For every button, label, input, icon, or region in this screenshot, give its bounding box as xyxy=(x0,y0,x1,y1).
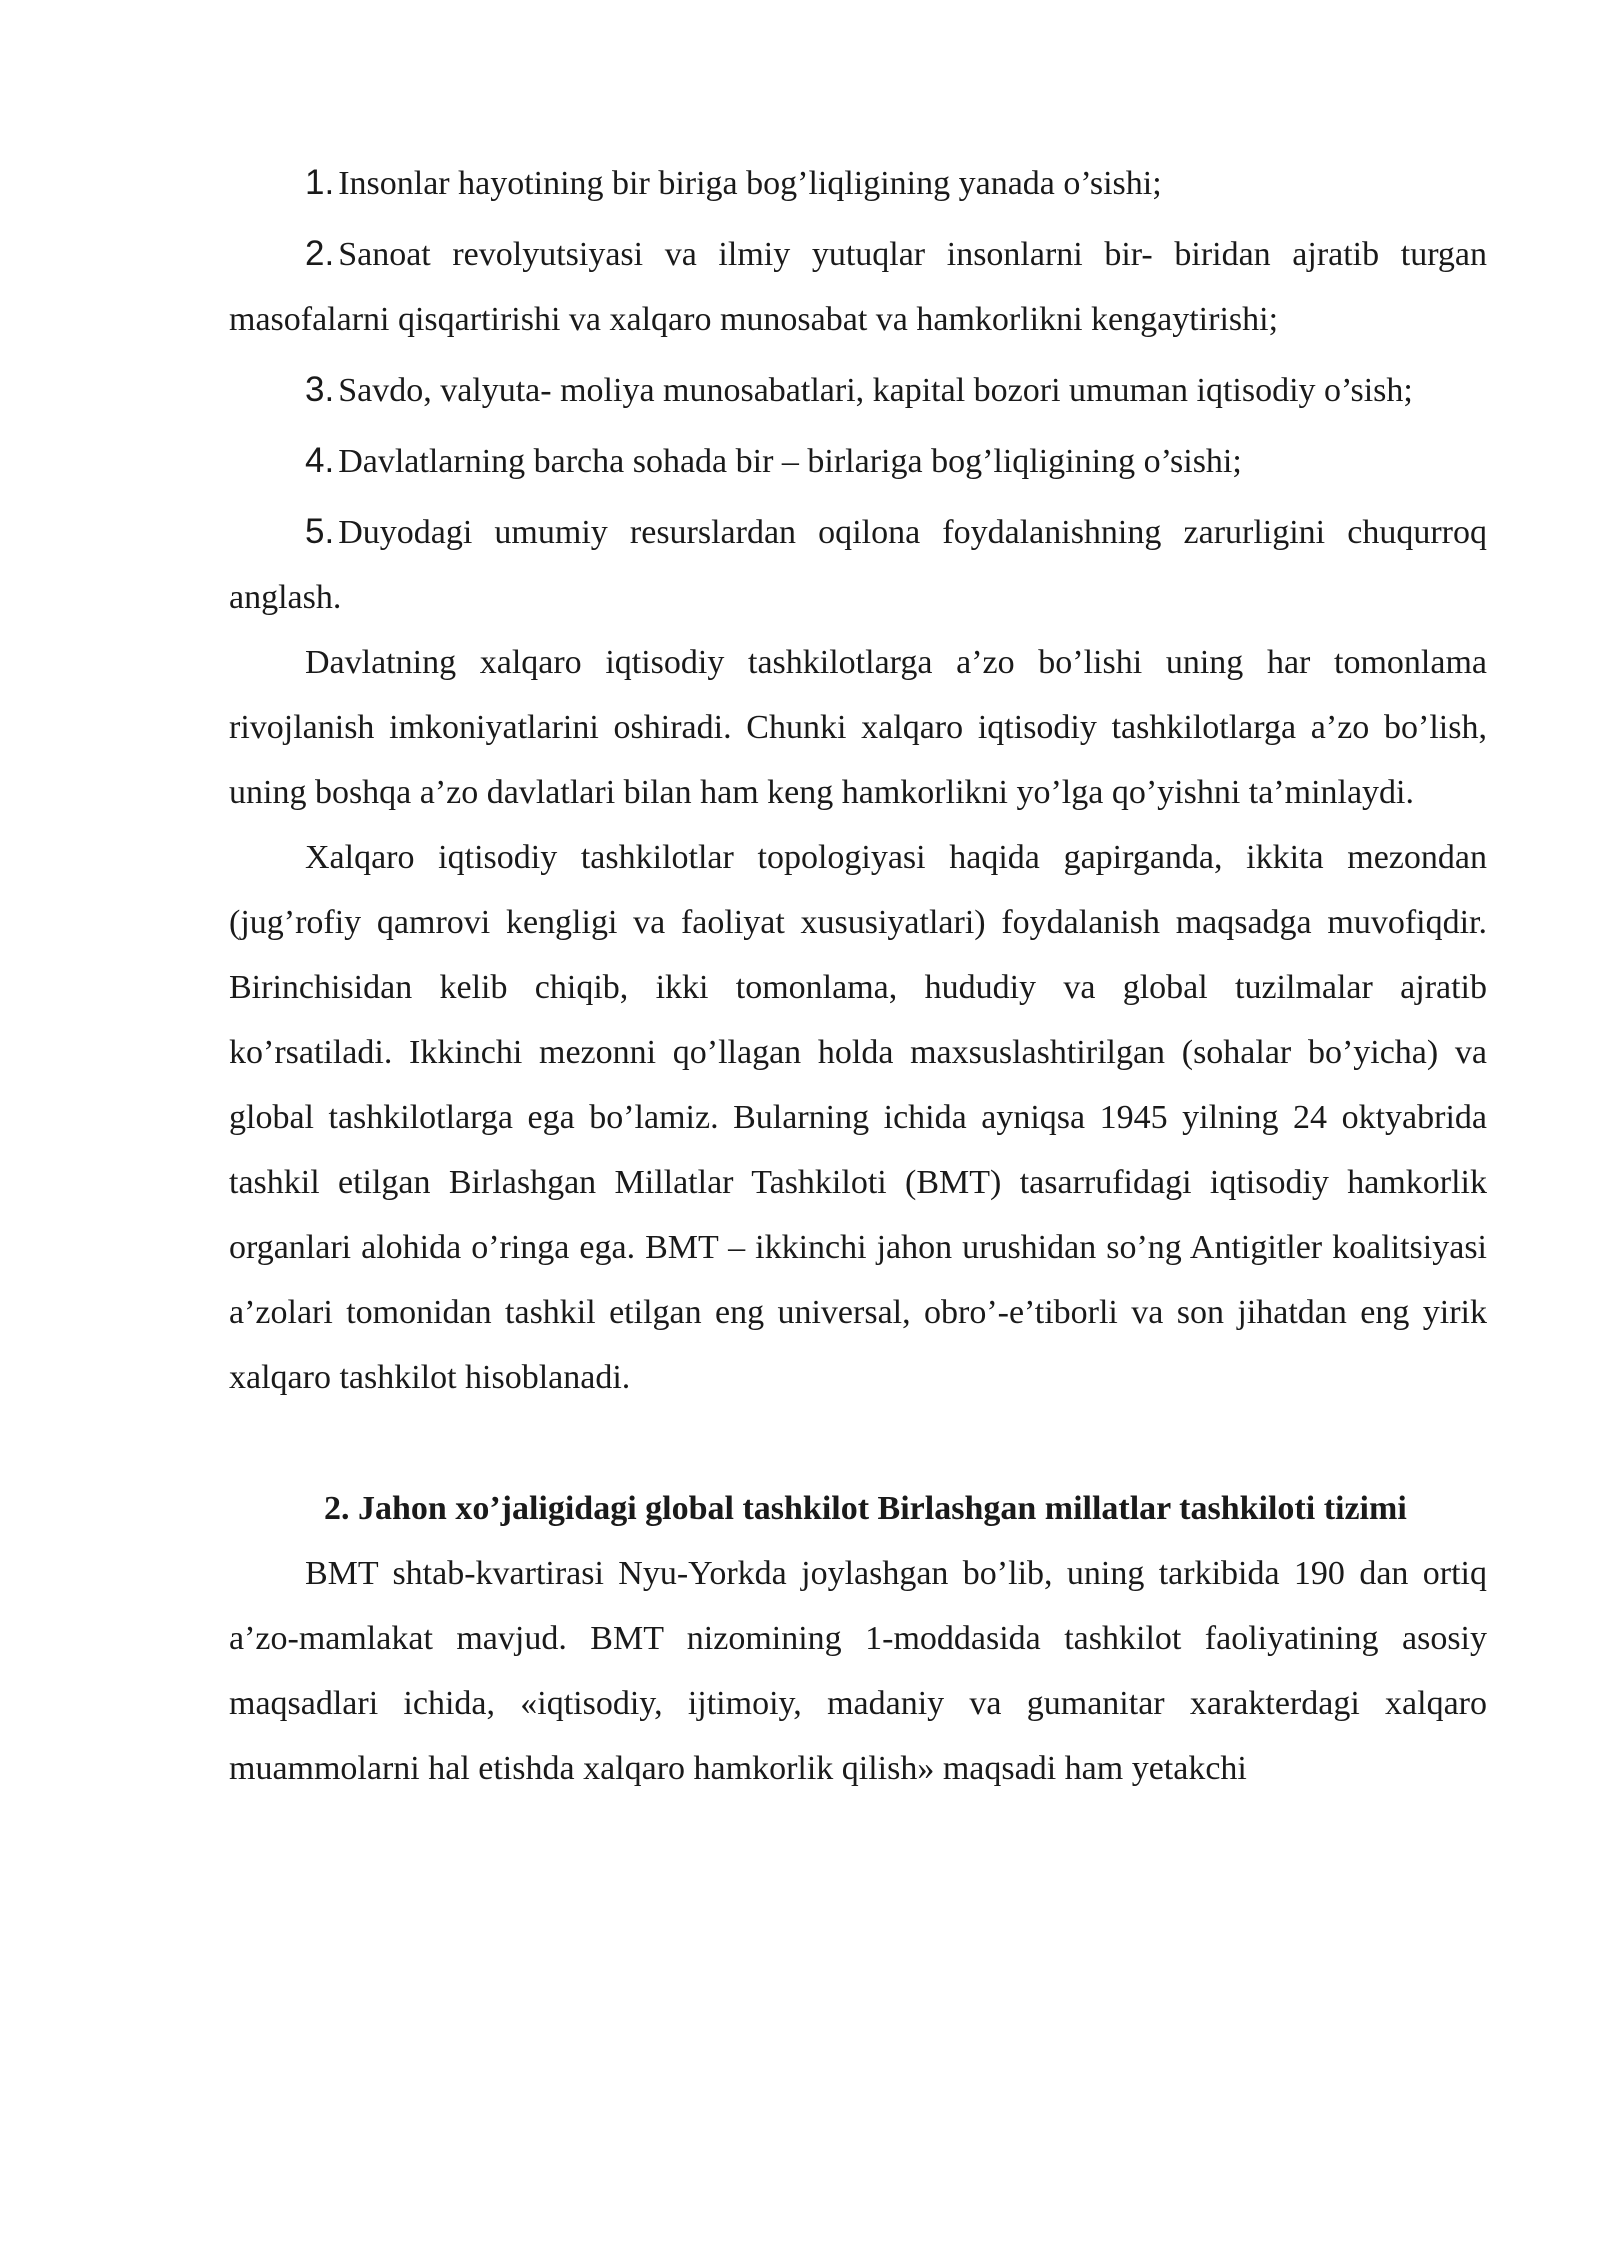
list-number: 2. xyxy=(305,234,335,273)
list-number: 4. xyxy=(305,441,335,480)
section-heading: 2. Jahon xo’jaligidagi global tashkilot Birlashgan millatlar tashkiloti tizimi xyxy=(324,1490,1407,1527)
body-paragraph: Davlatning xalqaro iqtisodiy tashkilotlarga a’zo bo’lishi uning har tomonlama rivojlanish imkoniyatlarini oshiradi. Chunki xalqaro iqtisodiy tashkilotlarga a’zo bo’lish, uning boshqa a’zo davlatlari bilan ham keng hamkorlikni yo’lga qo’yishni ta’minlaydi. xyxy=(229,644,1487,811)
list-item xyxy=(229,499,1487,630)
list-item xyxy=(229,221,1487,352)
list-number: 3. xyxy=(305,370,335,409)
list-item xyxy=(229,428,1487,494)
section-paragraph: BMT shtab-kvartirasi Nyu-Yorkda joylashgan bo’lib, uning tarkibida 190 dan ortiq a’zo-mamlakat mavjud. BMT nizomining 1-moddasida tashkilot faoliyatining asosiy maqsadlari ichida, «iqtisodiy, ijtimoiy, madaniy va gumanitar xarakterdagi xalqaro muammolarni hal etishda xalqaro hamkorlik qilish» maqsadi ham yetakchi xyxy=(229,1555,1487,1787)
list-number: 5. xyxy=(305,512,335,551)
document-page xyxy=(229,150,1487,1801)
list-item-text: Insonlar hayotining bir biriga bog’liqligining yanada o’sishi; xyxy=(338,165,1162,202)
list-item-text: Duyodagi umumiy resurslardan oqilona foydalanishning zarurligini chuqurroq anglash. xyxy=(229,514,1487,616)
body-paragraph: Xalqaro iqtisodiy tashkilotlar topologiyasi haqida gapirganda, ikkita mezondan (jug’rofiy qamrovi kengligi va faoliyat xususiyatlari) foydalanish maqsadga muvofiqdir. Birinchisidan kelib chiqib, ikki tomonlama, hududiy va global tuzilmalar ajratib ko’rsatiladi. Ikkinchi mezonni qo’llagan holda maxsuslashtirilgan (sohalar bo’yicha) va global tashkilotlarga ega bo’lamiz. Bularning ichida ayniqsa 1945 yilning 24 oktyabrida tashkil etilgan Birlashgan Millatlar Tashkiloti (BMT) tasarrufidagi iqtisodiy hamkorlik organlari alohida o’ringa ega. BMT – ikkinchi jahon urushidan so’ng Antigitler koalitsiyasi a’zolari tomonidan tashkil etilgan eng universal, obro’-e’tiborli va son jihatdan eng yirik xalqaro tashkilot hisoblanadi. xyxy=(229,839,1487,1396)
list-item-text: Sanoat revolyutsiyasi va ilmiy yutuqlar insonlarni bir- biridan ajratib turgan masofalarni qisqartirishi va xalqaro munosabat va hamkorlikni kengaytirishi; xyxy=(229,236,1487,338)
list-number: 1. xyxy=(305,163,335,202)
list-item-text: Savdo, valyuta- moliya munosabatlari, kapital bozori umuman iqtisodiy o’sish; xyxy=(338,372,1413,409)
list-item xyxy=(229,357,1487,423)
list-item-text: Davlatlarning barcha sohada bir – birlariga bog’liqligining o’sishi; xyxy=(338,443,1242,480)
list-item xyxy=(229,150,1487,216)
